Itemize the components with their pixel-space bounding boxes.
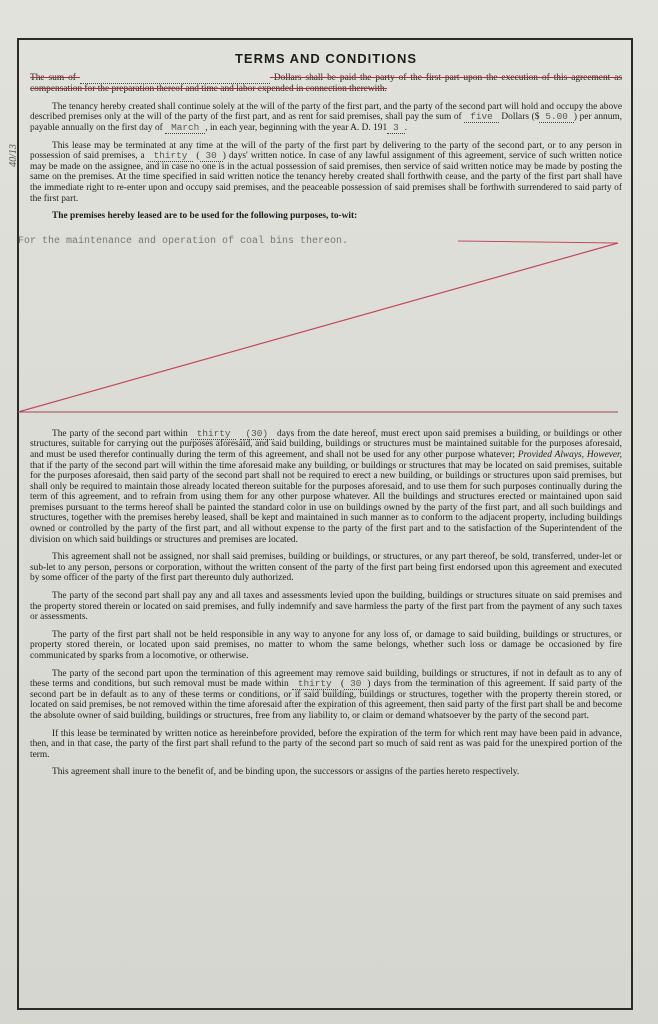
removal-clause: The party of the second part upon the termination of this agreement may remove said building, buildings or structures, if not in default as to any of these terms and conditions, but such removal must be made within thirty ( 30 ) days from the termination of this agreement. If said party of the second part be in default as to any of these terms or conditions, or if said building, buildings or structures, together with the property therein stored, or located on said premises, be not removed within the time aforesaid after the expiration of this agreement, then said party of the first part shall be and become the absolute owner of said building, buildings or structures, free from any liability to, or claim or demand whatsoever by the party of the second part. [30,668,623,721]
successors-clause: This agreement shall inure to the benefit of, and be binding upon, the successors or assigns of the parties hereto respectively. [52,767,520,778]
rent-amount-words: five [464,111,499,123]
margin-handwritten-note: 40/13 [7,144,19,167]
start-year-digit: 3 [387,122,405,134]
blank-fee-amount [80,73,270,85]
struck-clause-end: Dollars shall be paid the party of the first part upon the execution of this agreement as compensation for the preparation thereof and time and labor expended in connection therewith. [30,72,623,95]
termination-clause: This lease may be terminated at any time at the will of the party of the first part by delivering to the party of the second part, or to any person in possession of said premises, a thirty ( 30 ) days' written notice. In case of any lawful assignment of this agreement, service of such written notice may be made on the assignee, and in case no one is in the actual possession of said premises, then service of said written notice may be made by posting the same on the premises. At the time specified in said written notice the tenancy hereby created shall forthwith cease, and the party of the first part shall have the immediate right to re-enter upon and occupy said premises, and the peaceable possession of said premises shall be forthwith surrendered to said party of the first part. [30,140,623,204]
rent-due-month: March [165,122,205,134]
purpose-typed-text: For the maintenance and operation of coal bins thereon. [18,235,349,247]
tenancy-clause: The tenancy hereby created shall continue solely at the will of the party of the first part, and the party of the second part will hold and occupy the above described premises only at the will of the party of the first part, and as rent for said premises, shall pay the sum of five Dollars ($ 5.00 ) per annum, payable annually on the first day of March , in each year, beginning with the year A. D. 191 3 . [30,101,623,133]
diagonal-strike [18,243,618,412]
purposes-heading: The premises hereby leased are to be used for the following purposes, to-wit: [52,211,358,222]
notice-days-words: thirty [148,150,194,162]
cancel-diagonal-line [18,229,630,419]
erect-days-words: thirty [191,428,237,440]
erect-days-number: (30) [240,428,275,440]
assignment-clause: This agreement shall not be assigned, nor shall said premises, building or buildings, or structures, or any part thereof, be sold, transferred, under-let or sub-let to any person, persons or corporation, without the written consent of the party of the first part being first endorsed upon this agreement and executed by some officer of the party of the first part thereunto duly authorized. [30,552,622,584]
proviso-text: Provided Always, However, [517,449,623,460]
taxes-clause: The party of the second part shall pay any and all taxes and assessments levied upon the building, buildings or structures situate on said premises and the property stored therein or located on said premises, and fully indemnify and save harmless the party of the first part from the payment of any such taxes or assessments. [30,591,622,623]
removal-days-words: thirty [292,678,338,690]
terms-content [18,51,623,785]
erect-clause: The party of the second part within thirty (30) days from the date hereof, must erect upon said premises a building, or buildings or other structures, suitable for carrying out the purposes aforesaid, and said building, buildings or structures must be maintained suitable for the purposes aforesaid, and must be used therefor continually during the term of this agreement, and shall not be used for any other purpose whatever; Provided Always, However, that if the party of the second part will within the time aforesaid make any building, or buildings or structures that may be located on said premises, suitable for the purposes aforesaid, then said party of the second part shall not be required to erect a new building, or buildings or structures upon said premises, but shall only be required to maintain those already located thereon suitable for the purposes aforesaid, and to use them for such purposes continually during the term of this agreement, and to refrain from using them for any other purpose whatever. All the buildings and structures erected or maintained upon said premises pursuant to the terms hereof shall be painted the standard color in use on buildings owned by the party of the first part, and all such buildings and structures, together with the premises hereby leased, shall be kept and maintained in such manner as to conform to the adjacent property, including buildings owned or controlled by the party of the first part, and all without expense to the party of the first part and to the satisfaction of the Superintendent of the division on which said buildings or structures and premises are located. [30,427,623,545]
struck-clause-start: The sum of [30,72,76,83]
page-title: TERMS AND CONDITIONS [234,51,418,66]
purpose-underline [458,241,618,243]
struck-fee-clause [30,73,622,95]
notice-days-number: 30 [200,150,223,162]
liability-clause: The party of the first part shall not be held responsible in any way to anyone for any loss of, or damage to said building, buildings or structures, or property stored therein, or located upon said premises, no matter to whom the same belongs, whether such loss or damage be occasioned by fire communicated by sparks from a locomotive, or otherwise. [30,629,622,661]
rent-amount-number: 5.00 [539,111,574,123]
removal-days-number: 30 [344,678,367,690]
refund-clause: If this lease be terminated by written notice as hereinbefore provided, before the expiration of the term for which rent may have been paid in advance, then, and in that case, the party of the first part shall refund to the party of the second part so much of said rent as was paid for the unexpired portion of the term. [30,728,622,760]
purpose-section [18,229,630,419]
